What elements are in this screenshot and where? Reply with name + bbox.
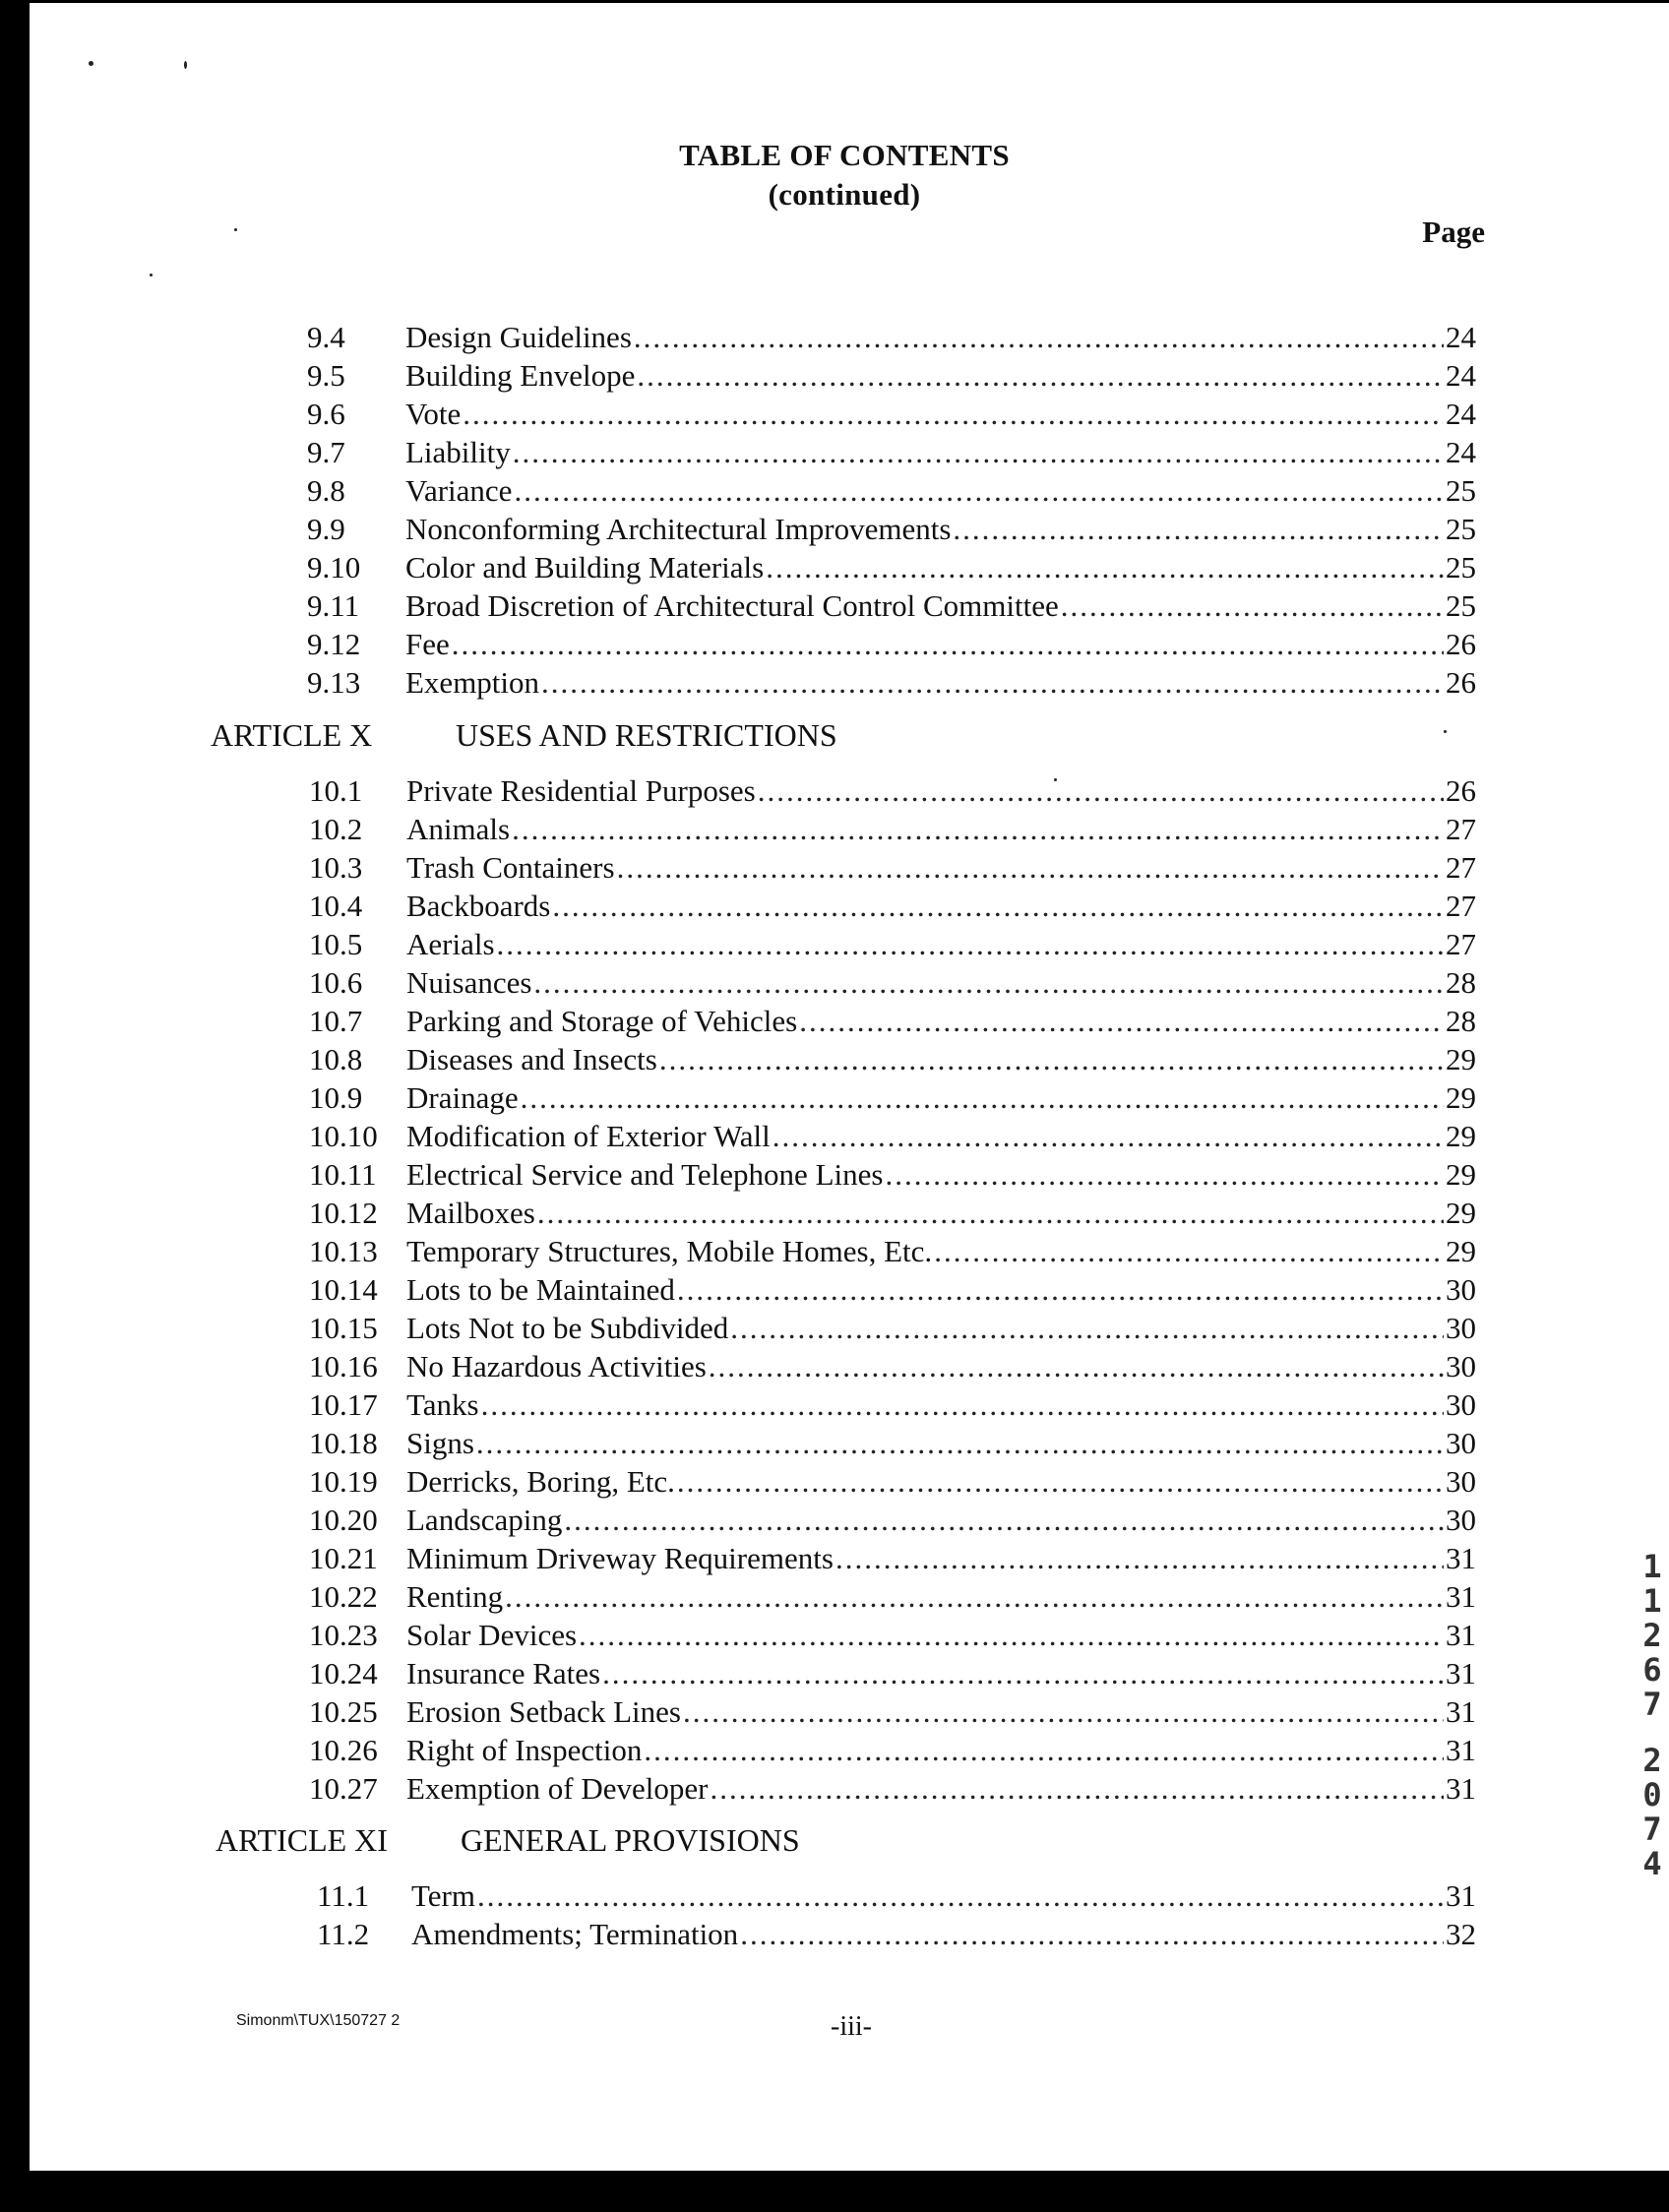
entry-number: 10.12 [309, 1196, 378, 1230]
toc-entry[interactable] [309, 1195, 1476, 1232]
entry-page: 24 [1446, 435, 1476, 469]
dot-leader [730, 1310, 1444, 1347]
toc-entry[interactable] [309, 1348, 1476, 1385]
entry-number: 10.16 [309, 1349, 378, 1383]
entry-title: Diseases and Insects [406, 1042, 657, 1076]
entry-title: Solar Devices [406, 1618, 578, 1652]
stamp-digit: 4 [1642, 1845, 1662, 1882]
toc-entry[interactable] [307, 664, 1476, 702]
entry-title: Trash Containers [406, 850, 615, 885]
entry-title: Nonconforming Architectural Improvements [405, 512, 952, 546]
dot-leader [476, 1425, 1444, 1462]
page-subtitle: (continued) [768, 177, 921, 212]
entry-title: Private Residential Purposes [406, 773, 756, 808]
entry-number: 9.12 [307, 627, 361, 661]
entry-title: Aerials [406, 927, 495, 961]
dot-leader [481, 1386, 1444, 1424]
toc-entry[interactable] [309, 1118, 1476, 1155]
article-heading [216, 1822, 800, 1859]
entry-number: 10.11 [309, 1157, 377, 1192]
entry-number: 10.7 [309, 1004, 363, 1038]
entry-page: 26 [1446, 773, 1476, 808]
dot-leader [683, 1693, 1444, 1731]
entry-title: Fee [405, 627, 450, 661]
toc-entry[interactable] [307, 396, 1476, 433]
toc-entry[interactable] [309, 1463, 1476, 1501]
entry-number: 10.17 [309, 1387, 378, 1422]
entry-title: Tanks [406, 1387, 479, 1422]
toc-entry[interactable] [309, 888, 1476, 925]
entry-number: 10.6 [309, 965, 363, 1000]
entry-page: 29 [1446, 1119, 1476, 1153]
entry-number: 10.25 [309, 1694, 378, 1729]
stamp-digit: 1 [1642, 1582, 1662, 1620]
entry-page: 32 [1446, 1917, 1476, 1951]
toc-entry[interactable] [309, 1617, 1476, 1654]
page-number: -iii- [831, 2011, 872, 2042]
entry-page: 27 [1446, 850, 1476, 885]
dot-leader [799, 1003, 1444, 1040]
document-id: Simonm\TUX\150727 2 [236, 2012, 401, 2029]
entry-page: 29 [1446, 1042, 1476, 1076]
dot-leader [463, 396, 1444, 433]
stamp-digit: 7 [1642, 1686, 1662, 1723]
scan-speck [184, 61, 187, 69]
dot-leader [709, 1348, 1444, 1385]
toc-entry[interactable] [309, 1578, 1476, 1616]
stamp-gap [1638, 1722, 1667, 1744]
entry-title: Backboards [406, 889, 551, 923]
entry-title: Design Guidelines [405, 320, 632, 354]
entry-number: 10.20 [309, 1503, 378, 1537]
entry-page: 31 [1446, 1579, 1476, 1614]
toc-entry[interactable] [309, 1502, 1476, 1539]
dot-leader [758, 772, 1444, 810]
entry-title: Nuisances [406, 965, 532, 1000]
entry-number: 10.1 [309, 773, 363, 808]
stamp-digit: 2 [1642, 1742, 1662, 1779]
entry-number: 10.4 [309, 889, 363, 923]
entry-title: Drainage [406, 1080, 519, 1115]
dot-leader [766, 549, 1444, 586]
dot-leader [953, 511, 1444, 548]
entry-number: 10.5 [309, 927, 363, 961]
entry-title: Lots Not to be Subdivided [406, 1311, 729, 1345]
entry-page: 30 [1446, 1464, 1476, 1499]
entry-title: Signs [406, 1426, 474, 1460]
entry-page: 28 [1446, 965, 1476, 1000]
toc-entry[interactable] [309, 926, 1476, 963]
entry-page: 31 [1446, 1694, 1476, 1729]
toc-entry[interactable] [307, 434, 1476, 471]
entry-page: 29 [1446, 1080, 1476, 1115]
entry-number: 10.14 [309, 1272, 378, 1307]
toc-entry[interactable] [307, 587, 1476, 625]
dot-leader [634, 319, 1444, 356]
toc-entry[interactable] [307, 549, 1476, 586]
toc-entry[interactable] [309, 1079, 1476, 1117]
dot-leader [579, 1617, 1444, 1654]
entry-page: 26 [1446, 665, 1476, 700]
entry-page: 29 [1446, 1234, 1476, 1268]
entry-title: Lots to be Maintained [406, 1272, 675, 1307]
page-column-header: Page [1422, 215, 1485, 249]
toc-entry[interactable] [309, 1271, 1476, 1309]
entry-page: 31 [1446, 1733, 1476, 1767]
dot-leader [885, 1156, 1444, 1194]
page-title: TABLE OF CONTENTS [679, 138, 1010, 172]
dot-leader [934, 1233, 1444, 1270]
article-label: ARTICLE X [211, 717, 373, 753]
entry-number: 10.27 [309, 1771, 378, 1806]
toc-entry[interactable] [309, 1425, 1476, 1462]
scan-edge-left [0, 0, 30, 2212]
dot-leader [552, 888, 1444, 925]
entry-page: 25 [1446, 588, 1476, 623]
entry-number: 10.13 [309, 1234, 378, 1268]
entry-title: Term [411, 1878, 475, 1913]
entry-page: 31 [1446, 1771, 1476, 1806]
entry-number: 9.10 [307, 550, 361, 584]
entry-number: 10.15 [309, 1311, 378, 1345]
entry-page: 31 [1446, 1878, 1476, 1913]
entry-number: 10.22 [309, 1579, 378, 1614]
entry-title: Variance [405, 473, 513, 508]
scan-speck [1444, 730, 1447, 733]
dot-leader [477, 1877, 1444, 1915]
toc-entry[interactable] [317, 1916, 1476, 1953]
toc-entry[interactable] [307, 511, 1476, 548]
entry-number: 11.2 [317, 1917, 370, 1951]
toc-entry[interactable] [307, 357, 1476, 395]
entry-title: Modification of Exterior Wall [406, 1119, 771, 1153]
toc-entry[interactable] [309, 1233, 1476, 1270]
entry-page: 26 [1446, 627, 1476, 661]
entry-number: 10.24 [309, 1656, 378, 1690]
dot-leader [521, 1079, 1444, 1117]
dot-leader [505, 1578, 1444, 1616]
dot-leader [533, 964, 1444, 1002]
toc-entry[interactable] [307, 319, 1476, 356]
toc-entry[interactable] [309, 1655, 1476, 1692]
article-title: USES AND RESTRICTIONS [456, 717, 837, 753]
entry-page: 29 [1446, 1157, 1476, 1192]
dot-leader [537, 1195, 1444, 1232]
dot-leader [541, 664, 1444, 702]
entry-page: 27 [1446, 812, 1476, 846]
entry-page: 30 [1446, 1503, 1476, 1537]
dot-leader [835, 1540, 1444, 1577]
entry-title: Minimum Driveway Requirements [406, 1541, 834, 1575]
scan-edge-bottom [0, 2171, 1669, 2212]
dot-leader [452, 626, 1444, 663]
entry-number: 10.3 [309, 850, 363, 885]
entry-number: 10.8 [309, 1042, 363, 1076]
dot-leader [773, 1118, 1444, 1155]
entry-number: 10.23 [309, 1618, 378, 1652]
entry-number: 9.4 [307, 320, 345, 354]
dot-leader [659, 1041, 1444, 1078]
dot-leader [677, 1271, 1444, 1309]
entry-number: 9.13 [307, 665, 361, 700]
toc-entry[interactable] [309, 1041, 1476, 1078]
dot-leader [513, 434, 1444, 471]
entry-number: 10.9 [309, 1080, 363, 1115]
entry-page: 29 [1446, 1196, 1476, 1230]
entry-page: 24 [1446, 320, 1476, 354]
entry-page: 30 [1446, 1311, 1476, 1345]
toc-entry[interactable] [309, 772, 1476, 810]
stamp-digit: 2 [1642, 1617, 1662, 1654]
toc-entry[interactable] [309, 1693, 1476, 1731]
entry-page: 30 [1446, 1349, 1476, 1383]
scan-speck [150, 274, 153, 276]
dot-leader [617, 849, 1444, 887]
entry-title: Exemption [405, 665, 540, 700]
entry-page: 27 [1446, 889, 1476, 923]
dot-leader [497, 926, 1444, 963]
entry-page: 24 [1446, 358, 1476, 393]
dot-leader [512, 811, 1444, 848]
dot-leader [564, 1502, 1444, 1539]
dot-leader [644, 1732, 1444, 1769]
entry-number: 9.5 [307, 358, 345, 393]
toc-entry[interactable] [309, 1003, 1476, 1040]
article-heading [211, 717, 837, 754]
entry-number: 10.26 [309, 1733, 378, 1767]
entry-title: Landscaping [406, 1503, 563, 1537]
toc-entry[interactable] [309, 964, 1476, 1002]
entry-number: 10.10 [309, 1119, 378, 1153]
entry-page: 30 [1446, 1272, 1476, 1307]
toc-entry[interactable] [309, 811, 1476, 848]
toc-entry[interactable] [309, 1310, 1476, 1347]
toc-entry[interactable] [309, 1386, 1476, 1424]
toc-entry[interactable] [309, 1540, 1476, 1577]
entry-page: 30 [1446, 1426, 1476, 1460]
entry-number: 9.11 [307, 588, 360, 623]
dot-leader [602, 1655, 1444, 1692]
scan-edge-top [0, 0, 1669, 3]
entry-title: Vote [405, 397, 462, 431]
entry-number: 9.8 [307, 473, 345, 508]
entry-title: Renting [406, 1579, 504, 1614]
dot-leader [514, 472, 1444, 510]
article-title: GENERAL PROVISIONS [461, 1822, 800, 1858]
entry-title: Color and Building Materials [405, 550, 765, 584]
entry-page: 31 [1446, 1618, 1476, 1652]
toc-entry[interactable] [309, 849, 1476, 887]
entry-title: Insurance Rates [406, 1656, 601, 1690]
entry-number: 10.19 [309, 1464, 378, 1499]
entry-page: 25 [1446, 550, 1476, 584]
entry-page: 31 [1446, 1541, 1476, 1575]
entry-title: Mailboxes [406, 1196, 535, 1230]
stamp-digit: 7 [1642, 1811, 1662, 1848]
toc-entry[interactable] [309, 1770, 1476, 1808]
scan-speck [234, 228, 237, 231]
stamp-digit: 1 [1642, 1548, 1662, 1585]
margin-stamp [1638, 1550, 1667, 1881]
toc-entry[interactable] [307, 626, 1476, 663]
entry-number: 10.21 [309, 1541, 378, 1575]
dot-leader [677, 1463, 1444, 1501]
entry-number: 9.7 [307, 435, 345, 469]
entry-page: 31 [1446, 1656, 1476, 1690]
entry-title: No Hazardous Activities [406, 1349, 707, 1383]
entry-title: Animals [406, 812, 511, 846]
dot-leader [1061, 587, 1444, 625]
stamp-digit: 6 [1642, 1651, 1662, 1689]
entry-title: Broad Discretion of Architectural Control Committee [405, 588, 1059, 623]
toc-entry[interactable] [307, 472, 1476, 510]
entry-title: Building Envelope [405, 358, 636, 393]
stamp-digit: 0 [1642, 1776, 1662, 1813]
entry-page: 27 [1446, 927, 1476, 961]
article-label: ARTICLE XI [216, 1822, 388, 1858]
entry-title: Exemption of Developer [406, 1771, 709, 1806]
entry-number: 10.18 [309, 1426, 378, 1460]
entry-page: 30 [1446, 1387, 1476, 1422]
entry-page: 25 [1446, 512, 1476, 546]
entry-number: 10.2 [309, 812, 363, 846]
toc-entry[interactable] [317, 1877, 1476, 1915]
entry-page: 28 [1446, 1004, 1476, 1038]
entry-title: Erosion Setback Lines [406, 1694, 681, 1729]
dot-leader [740, 1916, 1444, 1953]
dot-leader [637, 357, 1444, 395]
entry-page: 25 [1446, 473, 1476, 508]
entry-page: 24 [1446, 397, 1476, 431]
entry-title: Derricks, Boring, Etc. [406, 1464, 675, 1499]
entry-number: 9.6 [307, 397, 345, 431]
entry-title: Right of Inspection [406, 1733, 643, 1767]
entry-title: Amendments; Termination [411, 1917, 739, 1951]
toc-entry[interactable] [309, 1732, 1476, 1769]
entry-title: Electrical Service and Telephone Lines [406, 1157, 884, 1192]
dot-leader [710, 1770, 1444, 1808]
entry-title: Temporary Structures, Mobile Homes, Etc. [406, 1234, 933, 1268]
scan-speck [89, 61, 93, 66]
toc-entry[interactable] [309, 1156, 1476, 1194]
entry-number: 11.1 [317, 1878, 370, 1913]
entry-number: 9.9 [307, 512, 345, 546]
entry-title: Parking and Storage of Vehicles [406, 1004, 798, 1038]
entry-title: Liability [405, 435, 511, 469]
